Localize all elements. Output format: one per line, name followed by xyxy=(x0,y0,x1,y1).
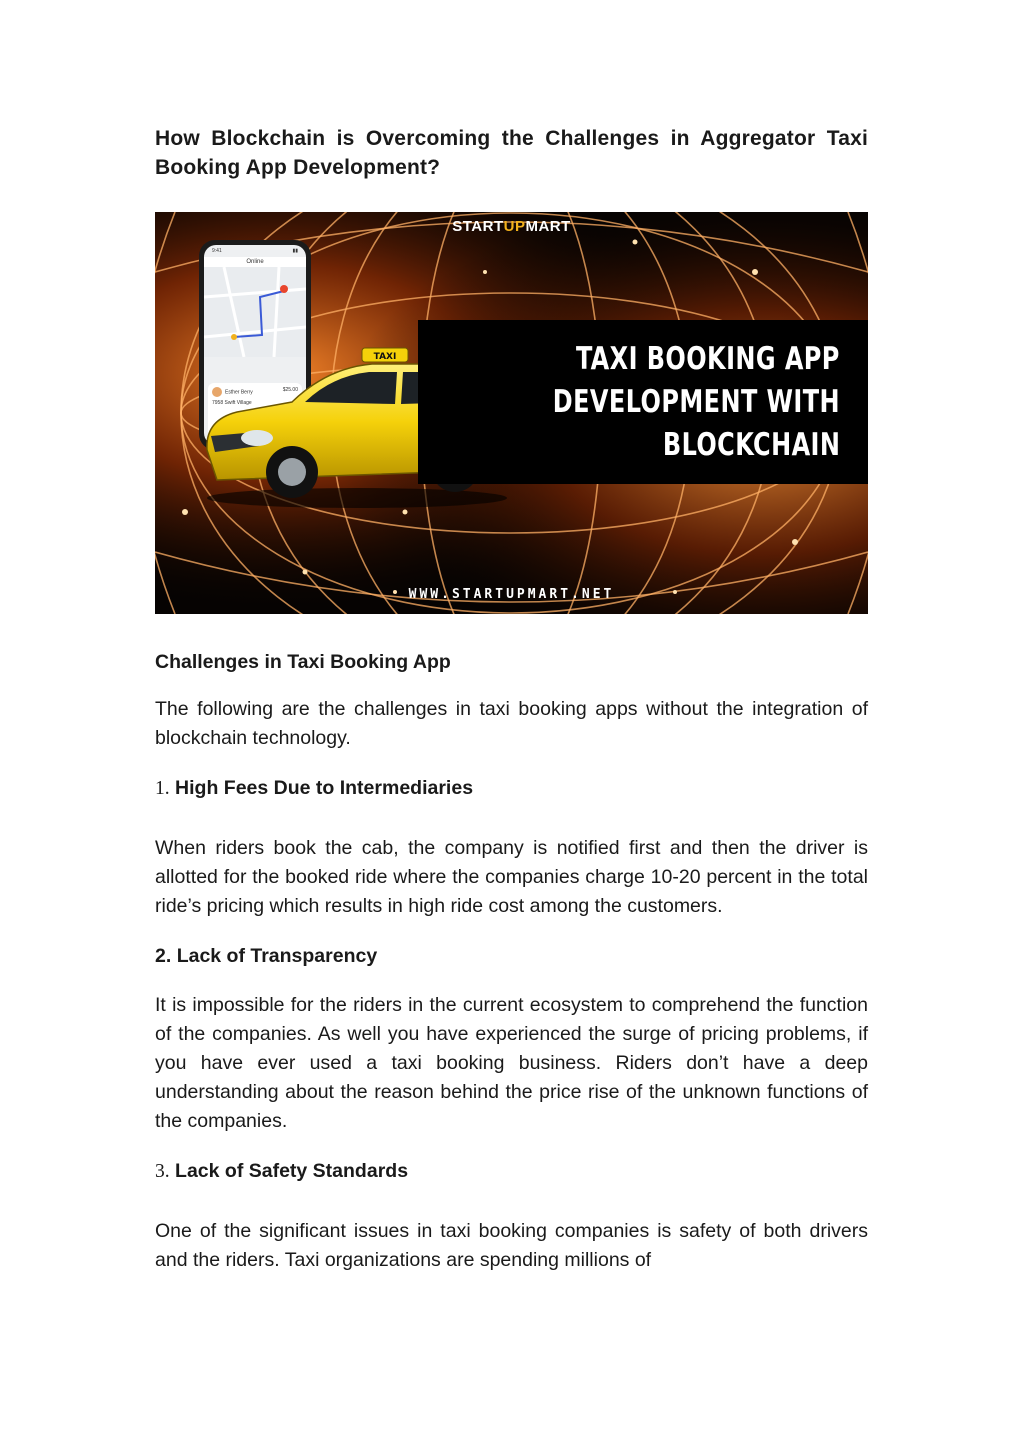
banner-headline xyxy=(418,320,868,484)
phone-time: 9:41 xyxy=(212,248,222,254)
challenge-heading-2: 2. Lack of Transparency xyxy=(155,945,378,967)
headline-line-2: DEVELOPMENT WITH xyxy=(552,383,840,420)
intro-paragraph: The following are the challenges in taxi booking apps without the integration of blockchain technology. xyxy=(155,698,868,749)
taxi-sign-text: TAXI xyxy=(373,352,397,362)
battery-icon: ▮▮ xyxy=(292,248,298,254)
ride-card: Esther Berry $25.00 7958 Swift Village xyxy=(208,383,302,441)
challenge-text-1: When riders book the cab, the company is notified first and then the driver is allotted for the booked ride where the companies charge 10-20 percent in the total ride’s pricing which results in high ride cost among the customers. xyxy=(155,837,868,917)
section-heading: Challenges in Taxi Booking App xyxy=(155,651,451,673)
page-title: How Blockchain is Overcoming the Challenges in Aggregator Taxi Booking App Development? xyxy=(155,127,868,179)
challenge-heading-1: 1. High Fees Due to Intermediaries xyxy=(155,777,474,799)
destination-pin-icon xyxy=(280,285,288,293)
document-page xyxy=(155,124,868,1275)
challenge-text-2: It is impossible for the riders in the current ecosystem to comprehend the function of the companies. As well you have experienced the surge of pricing problems, if you have ever used a taxi booking business. Riders don’t have a deep understanding about the reason behind the price rise of the unknown functions of the companies. xyxy=(155,994,868,1132)
banner-url: WWW.STARTUPMART.NET xyxy=(408,587,615,602)
challenge-heading-3: 3. Lack of Safety Standards xyxy=(155,1160,409,1182)
banner-image xyxy=(155,212,868,614)
challenge-text-3: One of the significant issues in taxi booking companies is safety of both drivers and the riders. Taxi organizations are spending millions of xyxy=(155,1220,868,1271)
headline-line-1: TAXI BOOKING APP xyxy=(576,340,840,377)
headline-line-3: BLOCKCHAIN xyxy=(662,426,840,463)
phone-app-bar: Online xyxy=(204,257,306,267)
brand-logo: STARTUPMART xyxy=(452,218,571,235)
